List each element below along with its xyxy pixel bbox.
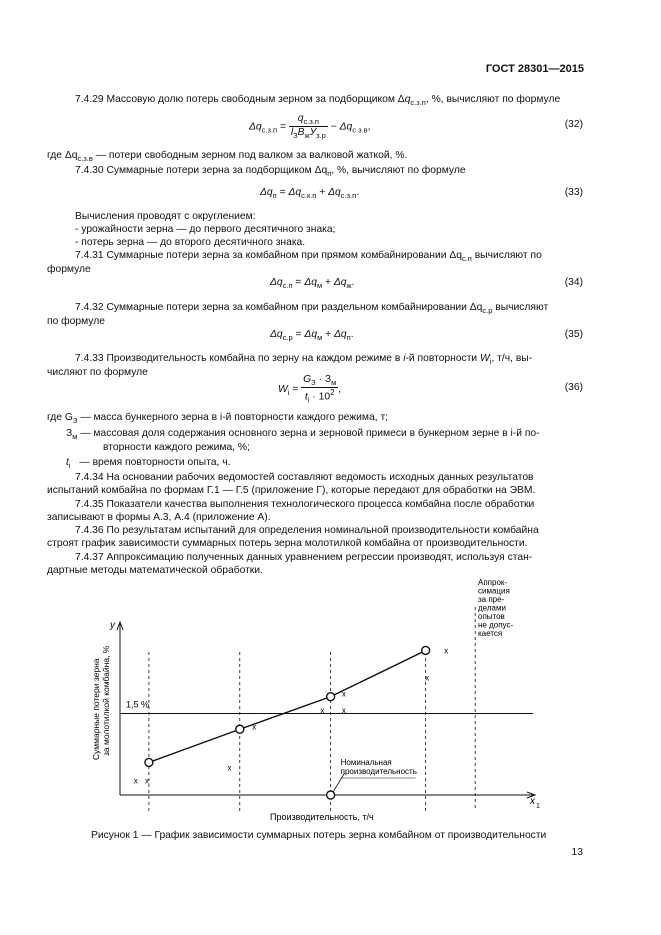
scatter-marker: x <box>144 776 149 786</box>
paragraph-7-4-34-line2: испытаний комбайна по формам Г.1 — Г.5 (приложение Г), которые передают для обработки на ЭВМ. <box>47 485 536 496</box>
equation-34: $\Delta q_{с.п} = \Delta q_м + \Delta q_ж$. <box>270 277 355 291</box>
equation-35: $\Delta q_{с.р} = \Delta q_м + \Delta q_п$. <box>270 329 354 343</box>
where-32: где $\Delta q_{с.з.в}$ — потери свободным зерном под валком за валковой жаткой, %. <box>47 150 408 164</box>
paragraph-7-4-34: 7.4.34 На основании рабочих ведомостей составляют ведомость исходных данных результатов <box>75 472 534 483</box>
where-36-z-line2: вторности каждого режима, %; <box>103 442 250 453</box>
paragraph-7-4-30: 7.4.30 Суммарные потери зерна за подборщиком $\Delta q_п$, %, вычисляют по формуле <box>75 165 466 179</box>
approx-note: за пре- <box>478 595 505 604</box>
x-axis-label: Производительность, т/ч <box>270 812 374 822</box>
threshold-label: 1,5 % <box>126 699 150 710</box>
paragraph-7-4-37: 7.4.37 Аппроксимацию полученных данных уравнением регрессии производят, используя стан- <box>75 552 533 563</box>
data-point <box>422 646 430 654</box>
rounding-item: - потерь зерна — до второго десятичного знака. <box>75 237 306 248</box>
nominal-label: Номинальная <box>340 758 392 767</box>
page-number: 13 <box>571 847 583 858</box>
where-36-g: где $G_З$ — масса бункерного зерна в i-й повторности каждого режима, т; <box>47 412 389 426</box>
paragraph-7-4-33: 7.4.33 Производительность комбайна по зерну на каждом режиме в i-й повторности $W_i$, т/ч, вы- <box>75 353 533 367</box>
equation-number-33: (33) <box>564 187 583 198</box>
paragraph-7-4-35-line2: записывают в формы А.3, А.4 (приложение А). <box>47 512 271 523</box>
rounding-item: - урожайности зерна — до первого десятичного знака; <box>75 224 336 235</box>
scatter-marker: x <box>341 689 346 699</box>
approx-note: опытов <box>478 612 505 621</box>
paragraph-7-4-31: 7.4.31 Суммарные потери зерна за комбайном при прямом комбайнировании $\Delta q_{с.п}$ вычисляют по <box>75 250 542 264</box>
approx-note: не допус- <box>478 620 514 630</box>
scatter-marker: x <box>444 646 449 656</box>
y-axis-label: Суммарные потери зерна <box>91 658 101 760</box>
data-point <box>236 725 244 733</box>
paragraph-7-4-32-line2: по формуле <box>47 316 105 327</box>
approx-note: Аппрок- <box>478 578 508 587</box>
rounding-intro: Вычисления проводят с округлением: <box>75 211 256 222</box>
x-axis-symbol: x <box>530 796 535 807</box>
where-36-t: $t_i$ — время повторности опыта, ч. <box>66 457 231 471</box>
approx-note: кается <box>478 629 503 638</box>
scatter-marker: x <box>341 706 346 716</box>
equation-36: $W_i$ = $\frac{G_З \cdot З_м}{t_i \cdot 10^2}$ , <box>278 374 342 405</box>
approx-note: симация <box>478 586 510 596</box>
equation-number-34: (34) <box>564 277 583 288</box>
paragraph-7-4-36: 7.4.36 По результатам испытаний для определения номинальной производительности комбайна <box>75 525 539 536</box>
equation-33: $\Delta q_п = \Delta q_{с.к.п} + \Delta q_{с.з.п}$. <box>260 187 360 201</box>
regression-line <box>149 650 426 762</box>
paragraph-7-4-29: 7.4.29 Массовую долю потерь свободным зерном за подборщиком $\Delta q_{с.з.п}$, %, вычисляют по формуле <box>75 94 561 108</box>
paragraph-7-4-37-line2: дартные методы математической обработки. <box>47 565 263 576</box>
paragraph-7-4-32: 7.4.32 Суммарные потери зерна за комбайном при раздельном комбайнировании $\Delta q_{с.р}$ вычисляют <box>75 302 549 316</box>
approx-note: делами <box>478 603 506 613</box>
equation-number-32: (32) <box>564 119 583 130</box>
scatter-marker: x <box>425 673 430 683</box>
nominal-point <box>327 791 335 799</box>
equation-32: $\Delta q_{с.з.п}$ = $\frac{q_{с.з.п}}{l_ЗВ_жУ_{з.р}}$ − $\Delta q_{с з.в}$, <box>249 113 371 141</box>
scatter-marker: x <box>320 706 325 716</box>
paragraph-7-4-31-line2: формуле <box>47 264 91 275</box>
standard-header: ГОСТ 28301—2015 <box>485 63 584 75</box>
figure-caption: Рисунок 1 — График зависимости суммарных потерь зерна комбайном от производительности <box>91 830 547 841</box>
equation-number-36: (36) <box>564 382 583 393</box>
data-point <box>145 758 153 766</box>
paragraph-7-4-33-line2: числяют по формуле <box>47 367 148 378</box>
nominal-label: производительность <box>340 767 417 776</box>
paragraph-7-4-36-line2: строят график зависимости суммарных потерь зерна молотилкой комбайна от производительности. <box>47 538 528 549</box>
paragraph-7-4-35: 7.4.35 Показатели качества выполнения технологического процесса комбайна после обработки <box>75 499 535 510</box>
equation-number-35: (35) <box>564 329 583 340</box>
scatter-marker: x <box>227 763 232 773</box>
where-36-z: $З_м$ — массовая доля содержания основного зерна и зерновой примеси в бункерном зерне в i-й по- <box>66 428 540 442</box>
y-axis-symbol: y <box>110 620 115 631</box>
scatter-marker: x <box>133 776 138 786</box>
x-axis-subscript: 1 <box>536 803 540 810</box>
data-point <box>327 693 335 701</box>
scatter-marker: x <box>252 722 257 732</box>
y-axis-label: за молотилкой комбайна, % <box>101 645 111 756</box>
